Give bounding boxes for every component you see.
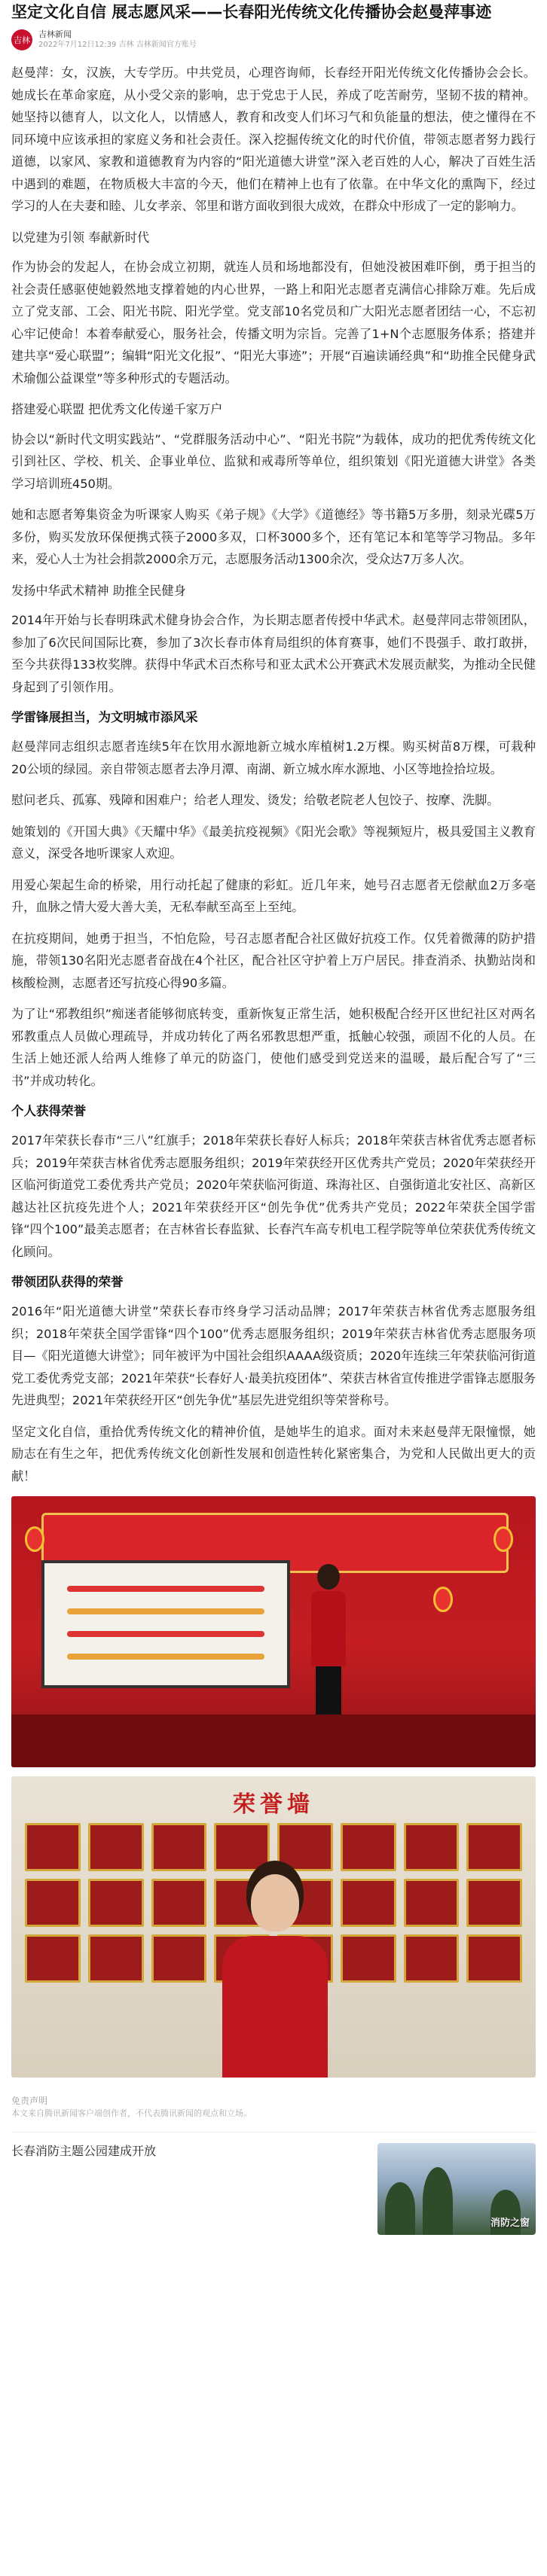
plaque: [151, 1934, 207, 1983]
article-photo-lecture[interactable]: [11, 1496, 536, 1767]
lantern-icon: [433, 1587, 453, 1612]
paragraph: 她策划的《开国大典》《天耀中华》《最美抗疫视频》《阳光会歌》等视频短片，极具爱国主义教育意义，深受各地听课家人欢迎。: [11, 824, 536, 861]
source-name[interactable]: 吉林新闻: [38, 29, 72, 39]
disclaimer: [11, 2087, 536, 2132]
plaque: [25, 1879, 81, 1927]
plaque: [88, 1879, 144, 1927]
paragraph: 用爱心架起生命的桥梁，用行动托起了健康的彩虹。近几年来，她号召志愿者无偿献血2万多毫升，血脉之情大爱大善大美，无私奉献至高至上至纯。: [11, 877, 536, 914]
source-avatar[interactable]: 吉林: [11, 29, 32, 50]
paragraph-closing: 坚定文化自信，重拾优秀传统文化的精神价值，是她毕生的追求。面对未来赵曼萍无限憧憬，她励志在有生之年，把优秀传统文化创新性发展和创造性转化紧密集合，为党和人民做出更大的贡献！: [11, 1424, 536, 1483]
stage-floor: [11, 1715, 536, 1767]
plaque: [151, 1823, 207, 1871]
plaque: [88, 1934, 144, 1983]
plaque: [404, 1823, 460, 1871]
source-info: [38, 29, 197, 50]
article-title: 坚定文化自信 展志愿风采——长春阳光传统文化传播协会赵曼萍事迹: [11, 3, 492, 21]
related-article-thumbnail[interactable]: [377, 2143, 536, 2235]
related-article[interactable]: [11, 2132, 536, 2235]
paragraph: 在抗疫期间，她勇于担当，不怕危险，号召志愿者配合社区做好抗疫工作。仅凭着微薄的防护措施，带领130名阳光志愿者奋战在4个社区，配合社区守护着上万户居民。排查消杀、执勤站岗和核酸检测，志愿者还写抗疫心得90多篇。: [11, 931, 536, 990]
section-heading-bold: 学雷锋展担当，为文明城市添风采: [11, 710, 198, 724]
section-heading: 发扬中华武术精神 助推全民健身: [11, 583, 186, 598]
paragraph: 作为协会的发起人，在协会成立初期，就连人员和场地都没有，但她没被困难吓倒，勇于担当的社会责任感驱使她毅然地支撑着她的内心世界，一路上和阳光志愿者克满信心排除万难。先后成立了党支部、工会、阳光书院、阳光学堂。党支部10名党员和广大阳光志愿者团结一心，不忘初心牢记使命！本着奉献爱心，服务社会，传播文明为宗旨。完善了1+N个志愿服务体系；搭建并建共享“爱心联盟”；编辑“阳光文化报”、“阳光大事迹”；开展“百遍读诵经典”和“助推全民健身武术瑜伽公益课堂”等多种形式的专题活动。: [11, 260, 536, 386]
paragraph: 为了让“邪教组织”痴迷者能够彻底转变，重新恢复正常生活，她积极配合经开区世纪社区对两名邪教重点人员做心理疏导，并成功转化了两名邪教思想严重，抵触心较强，顽固不化的人员。在生活上她还派人给两人维修了单元的防盗门，使他们感受到党送来的温暖，最后配合写了“三书”并成功转化。: [11, 1007, 536, 1088]
plaque: [151, 1879, 207, 1927]
paragraph: 赵曼萍同志组织志愿者连续5年在饮用水源地新立城水库植树1.2万棵。购买树苗8万棵，可栽种20公顷的绿园。亲自带领志愿者去净月潭、南湖、新立城水库水源地、小区等地捡拾垃圾。: [11, 739, 536, 776]
disclaimer-title: 免责声明: [11, 2096, 48, 2106]
plaque: [466, 1823, 522, 1871]
article-photo-honor-wall[interactable]: [11, 1776, 536, 2078]
honor-wall-title: 荣誉墙: [233, 1791, 314, 1818]
article-meta: [11, 27, 536, 53]
section-heading-bold: 带领团队获得的荣誉: [11, 1275, 124, 1289]
plaque: [404, 1879, 460, 1927]
paragraph: 协会以“新时代文明实践站”、“党群服务活动中心”、“阳光书院”为载体，成功的把优秀传统文化引到社区、学校、机关、企事业单位、监狱和戒毒所等单位，组织策划《阳光道德大讲堂》各类学习培训班450期。: [11, 431, 536, 491]
plaque: [466, 1879, 522, 1927]
thumbnail-watermark: 消防之窗: [490, 2218, 530, 2229]
plaque: [25, 1934, 81, 1983]
plaque: [341, 1823, 396, 1871]
plaque: [466, 1934, 522, 1983]
lantern-icon: [494, 1526, 513, 1552]
plaque: [341, 1879, 396, 1927]
lantern-icon: [25, 1526, 44, 1552]
projection-screen: [41, 1560, 290, 1688]
paragraph-intro: 赵曼萍：女，汉族，大专学历。中共党员，心理咨询师，长春经开阳光传统文化传播协会会长。她成长在革命家庭，从小受父亲的影响，忠于党忠于人民，养成了吃苦耐劳，坚韧不拔的精神。她坚持以德育人，以文化人，以情感人，教育和改变人们坏习气和负能量的想法，使之懂得在不同环境中应该承担的家庭义务和社会责任。深入挖掘传统文化的时代价值，带领志愿者努力践行道德，以家风、家教和道德教育为内容的“阳光道德大讲堂”深入老百姓的人心，解决了百姓生活中遇到的难题，在物质极大丰富的今天，他们在精神上也有了依靠。在中华文化的熏陶下，经过学习的人在夫妻和睦、儿女孝亲、邻里和谐方面收到很大成效，在群众中形成了一定的影响力。: [11, 66, 536, 213]
portrait-figure: [222, 1874, 328, 2078]
paragraph: 2014年开始与长春明珠武术健身协会合作，为长期志愿者传授中华武术。赵曼萍同志带领团队，参加了6次民间国际比赛，参加了3次长春市体育局组织的体育赛事，她们不畏强手、敢打敢拼，至今共获得133枚奖牌。获得中华武术百杰称号和亚太武术公开赛武术发展贡献奖，为推动全民健身起到了引领作用。: [11, 613, 536, 694]
paragraph: 2016年“阳光道德大讲堂”荣获长春市终身学习活动品牌；2017年荣获吉林省优秀志愿服务组织；2018年荣获全国学雷锋“四个100”优秀志愿服务组织；2019年荣获吉林省优秀志愿服务项目—《阳光道德大讲堂》；同年被评为中国社会组织AAAA级资质；2020年连续三年荣获临河街道党工委优秀党支部；2021年荣获“长春好人·最美抗疫团体”、荣获吉林省宣传推进学雷锋志愿服务先进典型；2021年荣获经开区“创先争优”基层先进党组织等荣誉称号。: [11, 1304, 536, 1407]
article-body: [11, 62, 536, 2078]
related-article-title[interactable]: 长春消防主题公园建成开放: [11, 2144, 157, 2158]
disclaimer-text: 本文来自腾讯新闻客户端创作者，不代表腾讯新闻的观点和立场。: [11, 2108, 252, 2118]
plaque: [214, 1823, 270, 1871]
section-heading: 以党建为引领 奉献新时代: [11, 230, 150, 245]
paragraph: 2017年荣获长春市“三八”红旗手；2018年荣获长春好人标兵；2018年荣获吉林省优秀志愿者标兵；2019年荣获吉林省优秀志愿服务组织；2019年荣获经开区优秀共产党员；2020年荣获经开区临河街道党工委优秀共产党员；2020年荣获临河街道、珠海社区、自强街道北安社区、高新区越达社区抗疫先进个人；2021年荣获经开区“创先争优”优秀共产党员；2022年荣获全国学雷锋“四个100”最美志愿者；在吉林省长春监狱、长春汽车高专机电工程学院等单位荣获优秀传统文化顾问。: [11, 1133, 536, 1259]
paragraph: 她和志愿者筹集资金为听课家人购买《弟子规》《大学》《道德经》等书籍5万多册，刻录光碟5万多份，购买发放环保便携式筷子2000多双，口杯3000多个，还有笔记本和笔等学习物品。多年来，爱心人士为社会捐款2000余万元，志愿服务活动1300余次，受众达7万多人次。: [11, 508, 536, 566]
plaque: [341, 1934, 396, 1983]
plaque: [404, 1934, 460, 1983]
publish-info: 2022年7月12日12:39 吉林 吉林新闻官方账号: [38, 41, 197, 49]
section-heading: 搭建爱心联盟 把优秀文化传递千家万户: [11, 402, 223, 416]
plaque: [25, 1823, 81, 1871]
plaque: [88, 1823, 144, 1871]
plaque: [277, 1823, 333, 1871]
section-heading-bold: 个人获得荣誉: [11, 1104, 86, 1118]
paragraph: 慰问老兵、孤寡、残障和困难户；给老人理发、烫发；给敬老院老人包饺子、按摩、洗脚。: [11, 793, 500, 807]
